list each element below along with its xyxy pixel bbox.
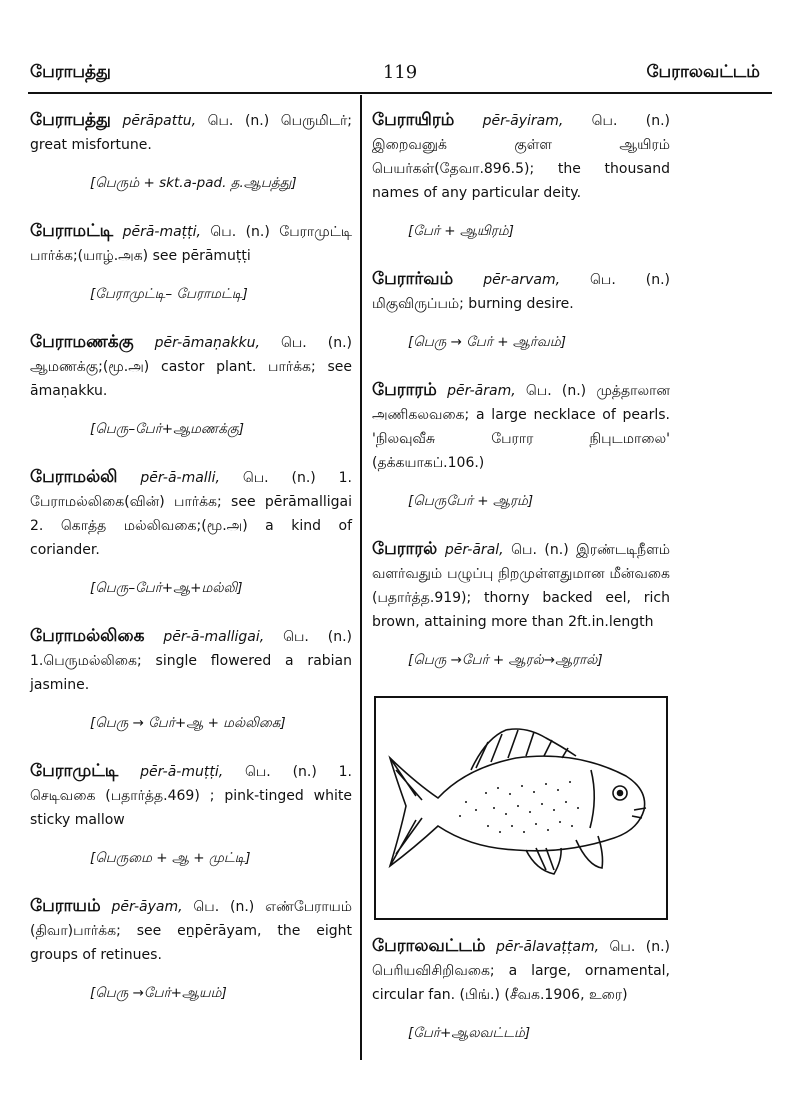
headword: பேராயிரம் bbox=[372, 110, 455, 130]
dictionary-entry bbox=[30, 759, 352, 868]
etymology: [பெரு →பேர்+ஆயம்] bbox=[90, 985, 227, 1001]
header-left-word: பேராபத்து bbox=[30, 62, 111, 82]
dictionary-entry bbox=[372, 108, 670, 241]
transliteration: pēr-āral, bbox=[444, 542, 504, 558]
etymology: [பெரு → பேர் + ஆர்வம்] bbox=[408, 334, 566, 350]
definition: பெ. (n.) 1.பெருமல்லிகை; single flowered a rabian jasmine. bbox=[30, 629, 352, 693]
etymology: [பெரு–பேர்+ஆமணக்கு] bbox=[90, 421, 245, 437]
etymology: [பெரு–பேர்+ஆ+மல்லி] bbox=[90, 580, 243, 596]
definition: பெ. (n.) பேராமுட்டி பார்க்க;(யாழ்.அக) see pērāmuṭṭi bbox=[30, 224, 352, 264]
etymology: [பெருமை + ஆ + முட்டி] bbox=[90, 850, 251, 866]
transliteration: pēr-āram, bbox=[447, 383, 516, 399]
definition: பெ. (n.) எண்பேராயம் (திவா)பார்க்க; see eṉpērāyam, the eight groups of retinues. bbox=[30, 899, 352, 963]
definition: பெ. (n.) பெரியவிசிறிவகை; a large, ornamental, circular fan. (பிங்.) (சீவக.1906, உரை) bbox=[372, 939, 670, 1003]
headword: பேராலவட்டம் bbox=[372, 936, 486, 956]
headword: பேராபத்து bbox=[30, 110, 111, 130]
transliteration: pēr-ā-malli, bbox=[140, 470, 220, 486]
transliteration: pērāpattu, bbox=[122, 113, 197, 129]
page-number: 119 bbox=[382, 62, 418, 83]
headword: பேராரம் bbox=[372, 380, 437, 400]
dictionary-entry bbox=[30, 465, 352, 598]
etymology: [பேர்+ஆலவட்டம்] bbox=[408, 1025, 531, 1041]
dictionary-entry bbox=[30, 624, 352, 733]
transliteration: pēr-ā-malligai, bbox=[163, 629, 265, 645]
dictionary-entry bbox=[372, 267, 670, 352]
headword: பேராமல்லிகை bbox=[30, 626, 145, 646]
etymology: [பெருபேர் + ஆரம்] bbox=[408, 493, 534, 509]
dictionary-entry bbox=[372, 537, 670, 670]
etymology: [பேராமுட்டி– பேராமட்டி] bbox=[90, 286, 248, 302]
transliteration: pēr-ā-muṭṭi, bbox=[140, 764, 224, 780]
definition: பெ. (n.) இறைவனுக் குள்ள ஆயிரம் பெயர்கள்(தேவா.896.5); the thousand names of any particular deity. bbox=[372, 113, 670, 201]
headword: பேராமணக்கு bbox=[30, 332, 134, 352]
transliteration: pēr-arvam, bbox=[483, 272, 561, 288]
right-column bbox=[372, 108, 670, 1069]
etymology: [பெரு → பேர்+ஆ + மல்லிகை] bbox=[90, 715, 286, 731]
headword: பேராமுட்டி bbox=[30, 761, 119, 781]
transliteration: pēr-ālavaṭṭam, bbox=[495, 939, 600, 955]
definition: பெ. (n.) ஆமணக்கு;(மூ.அ) castor plant. பார்க்க; see āmaṇakku. bbox=[30, 335, 352, 399]
transliteration: pēr-āyiram, bbox=[482, 113, 564, 129]
headword: பேராமல்லி bbox=[30, 467, 118, 487]
headword: பேரார்வம் bbox=[372, 269, 454, 289]
left-column bbox=[30, 108, 352, 1029]
dictionary-entry bbox=[372, 934, 670, 1043]
header-rule bbox=[28, 92, 772, 94]
definition: பெ. (n.) பெருமிடர்; great misfortune. bbox=[30, 113, 353, 153]
etymology: [பெரு →பேர் + ஆரல்→ஆரால்] bbox=[408, 652, 603, 668]
definition: பெ. (n.) 1. செடிவகை (பதார்த்த.469) ; pink-tinged white sticky mallow bbox=[30, 764, 352, 828]
headword: பேராயம் bbox=[30, 896, 101, 916]
dictionary-entry bbox=[30, 108, 352, 193]
fish-illustration bbox=[374, 696, 668, 920]
etymology: [பேர் + ஆயிரம்] bbox=[408, 223, 514, 239]
dictionary-entry bbox=[30, 219, 352, 304]
fish-drawing-icon bbox=[376, 698, 666, 918]
headword: பேராரல் bbox=[372, 539, 438, 559]
transliteration: pērā-maṭṭi, bbox=[122, 224, 201, 240]
transliteration: pēr-āmaṇakku, bbox=[154, 335, 260, 351]
dictionary-entry bbox=[30, 894, 352, 1003]
header-right-word: பேராலவட்டம் bbox=[646, 62, 760, 82]
definition: பெ. (n.) மிகுவிருப்பம்; burning desire. bbox=[372, 272, 671, 312]
dictionary-entry bbox=[30, 330, 352, 439]
definition: பெ. (n.) 1. பேராமல்லிகை(வின்) பார்க்க; see pērāmalligai 2. கொத்த மல்லிவகை;(மூ.அ) a kind of coriander. bbox=[30, 470, 352, 558]
headword: பேராமட்டி bbox=[30, 221, 114, 241]
etymology: [பெரும் + skt.a-pad. த.ஆபத்து] bbox=[90, 175, 297, 191]
column-divider bbox=[360, 95, 362, 1060]
definition: பெ. (n.) முத்தாலான அணிகலவகை; a large necklace of pearls. 'நிலவுவீசு பேரார நிபுடமாலை' (தக்கயாகப்.106.) bbox=[372, 383, 670, 471]
definition: பெ. (n.) இரண்டடிநீளம் வளர்வதும் பழுப்பு நிறமுள்ளதுமான மீன்வகை (பதார்த்த.919); thorny backed eel, rich brown, attaining more than 2ft.in.length bbox=[372, 542, 670, 630]
transliteration: pēr-āyam, bbox=[111, 899, 183, 915]
dictionary-entry bbox=[372, 378, 670, 511]
